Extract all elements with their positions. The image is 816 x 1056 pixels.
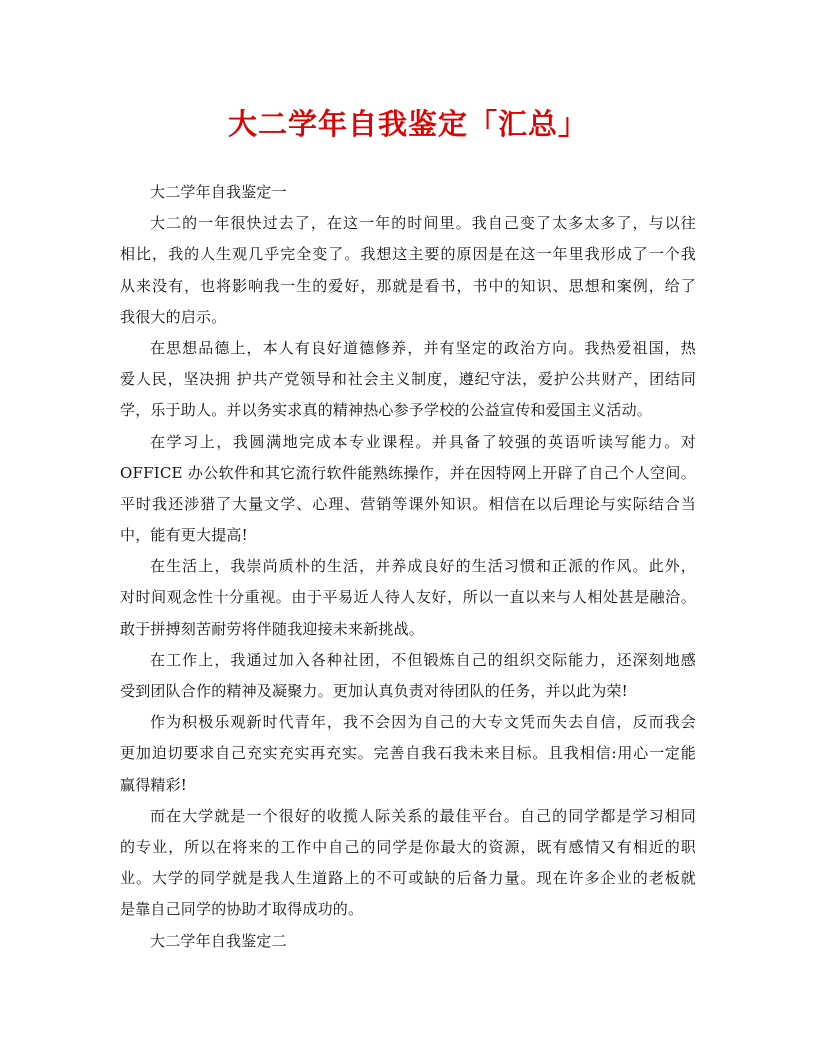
- text-line: 中，能有更大提高!: [120, 526, 248, 545]
- text-line: 受到团队合作的精神及凝聚力。更加认真负责对待团队的任务，并以此为荣!: [120, 682, 628, 700]
- text-line: 在工作上，我通过加入各种社团，不但锻炼自己的组织交际能力，还深刻地感: [150, 650, 696, 669]
- text-line: 从来没有，也将影响我一生的爱好，那就是看书，书中的知识、思想和案例，给了: [120, 276, 696, 295]
- text-line: 爱人民，坚决拥 护共产党领导和社会主义制度，遵纪守法，爱护公共财产，团结同: [120, 370, 696, 389]
- text-line: 敢于拼搏刻苦耐劳将伴随我迎接未来新挑战。: [120, 619, 425, 638]
- text-line: 大二学年自我鉴定二: [150, 931, 287, 950]
- text-line: 赢得精彩!: [120, 775, 188, 794]
- text-line: 在学习上，我圆满地完成本专业课程。并具备了较强的英语听读写能力。对: [150, 432, 696, 451]
- text-line: 的专业，所以在将来的工作中自己的同学是你最大的资源，既有感情又有相近的职: [120, 837, 696, 856]
- text-line: 平时我还涉猎了大量文学、心理、营销等课外知识。相信在以后理论与实际结合当: [120, 494, 696, 513]
- text-line: 大二学年自我鉴定一: [150, 183, 287, 201]
- text-line: 业。大学的同学就是我人生道路上的不可或缺的后备力量。现在许多企业的老板就: [120, 869, 696, 888]
- text-line: 而在大学就是一个很好的收揽人际关系的最佳平台。自己的同学都是学习相同: [150, 806, 696, 825]
- text-line: 作为积极乐观新时代青年，我不会因为自己的大专文凭而失去自信，反而我会: [150, 713, 696, 732]
- text-line: 是靠自己同学的协助才取得成功的。: [120, 900, 364, 919]
- text-line: 相比，我的人生观几乎完全变了。我想这主要的原因是在这一年里我形成了一个我: [120, 245, 696, 264]
- text-line: OFFICE 办公软件和其它流行软件能熟练操作，并在因特网上开辟了自己个人空间。: [120, 463, 696, 482]
- text-line: 在生活上，我崇尚质朴的生活，并养成良好的生活习惯和正派的作风。此外，: [150, 557, 696, 576]
- text-line: 学，乐于助人。并以务实求真的精神热心参予学校的公益宣传和爱国主义活动。: [120, 401, 653, 420]
- document-body: [120, 177, 696, 957]
- text-line: 更加迫切要求自己充实充实再充实。完善自我石我未来目标。且我相信:用心一定能: [120, 744, 696, 763]
- text-line: 在思想品德上，本人有良好道德修养，并有坚定的政治方向。我热爱祖国，热: [150, 338, 696, 357]
- text-line: 对时间观念性十分重视。由于平易近人待人友好，所以一直以来与人相处甚是融洽。: [120, 588, 696, 607]
- text-line: 我很大的启示。: [120, 307, 227, 326]
- text-line: 大二的一年很快过去了，在这一年的时间里。我自己变了太多太多了，与以往: [150, 214, 696, 233]
- document-title: 大二学年自我鉴定「汇总」: [227, 107, 588, 141]
